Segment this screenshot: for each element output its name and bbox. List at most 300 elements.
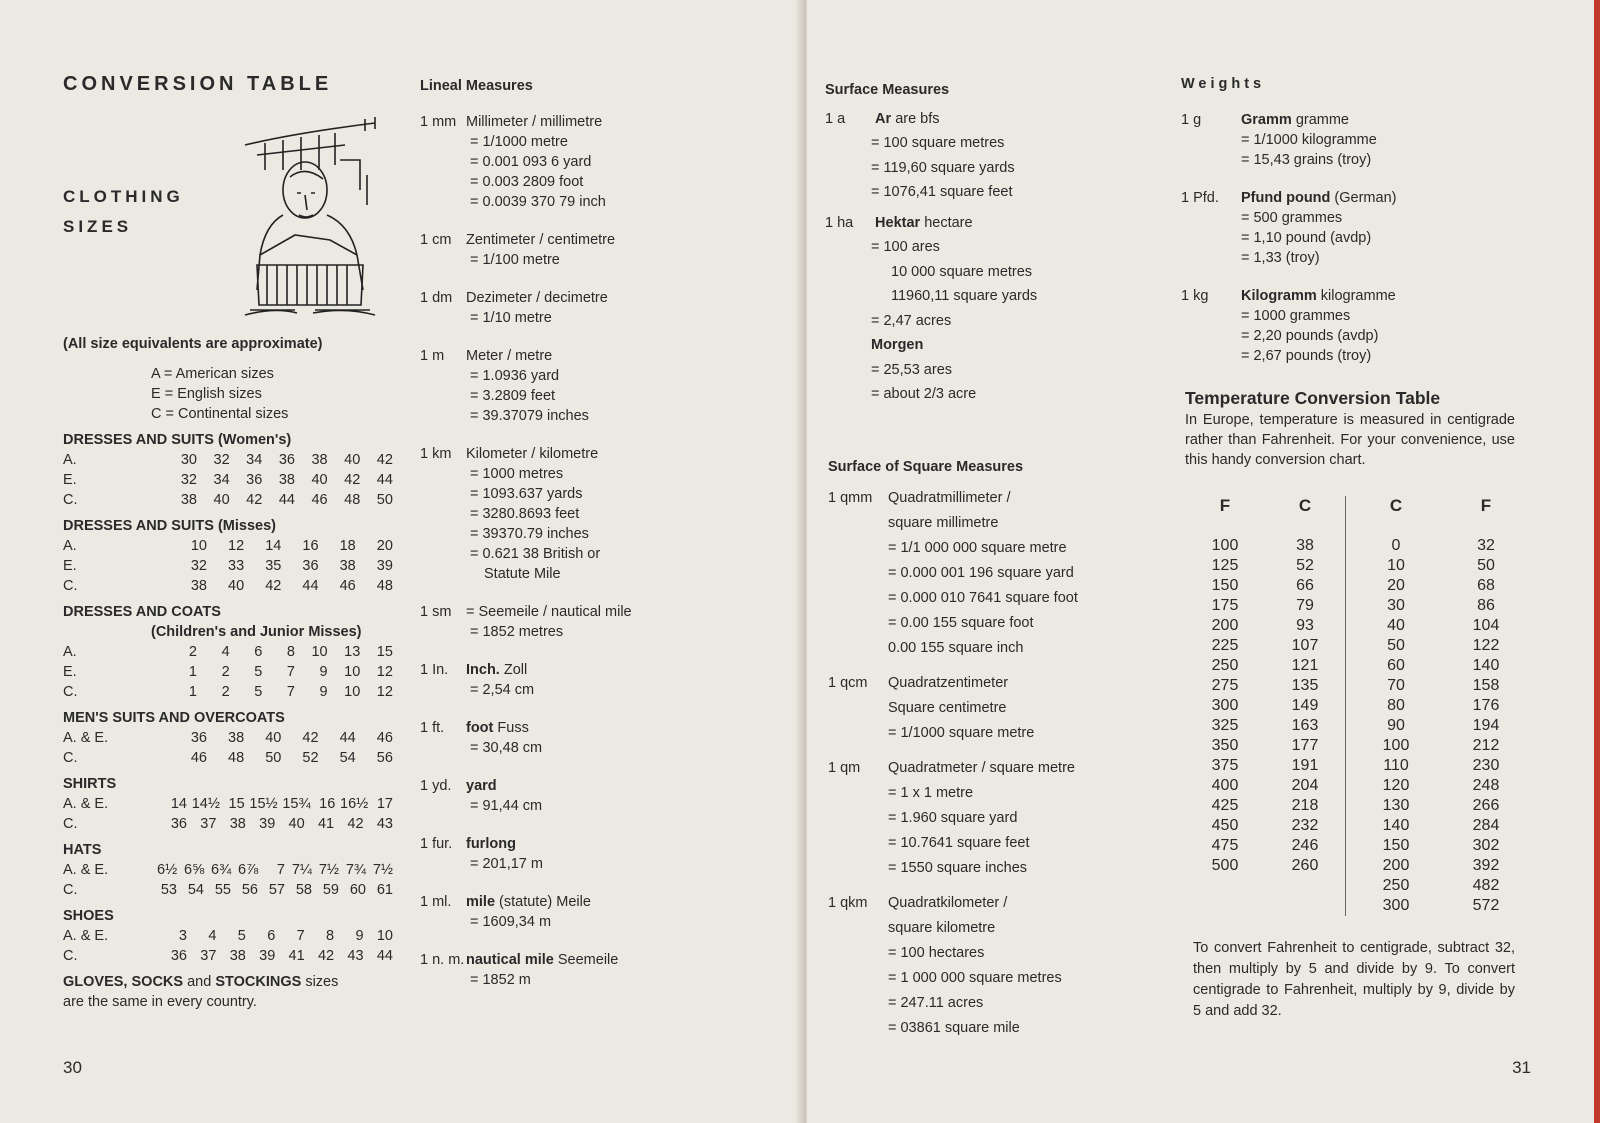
square-line bbox=[828, 721, 1158, 746]
square-text: Quadratmillimeter / bbox=[888, 490, 1011, 506]
surface-heading: Surface Measures bbox=[825, 82, 950, 98]
size-value: 15½ bbox=[249, 796, 278, 812]
size-value: 37 bbox=[200, 948, 217, 964]
square-unit bbox=[828, 831, 888, 856]
size-row-label: C. bbox=[63, 816, 78, 832]
temp-cell: 400 bbox=[1211, 777, 1239, 794]
size-row bbox=[63, 926, 393, 946]
temp-cell: 275 bbox=[1211, 677, 1239, 694]
size-value: 42 bbox=[344, 472, 361, 488]
lineal-unit: 1 km bbox=[420, 446, 452, 462]
square-line bbox=[828, 671, 1158, 696]
size-value: 32 bbox=[190, 558, 207, 574]
temp-cell bbox=[1185, 876, 1265, 896]
square-line bbox=[828, 941, 1158, 966]
lineal-name: Fuss bbox=[497, 720, 529, 736]
gloves-note: GLOVES, SOCKS and STOCKINGS sizes are the same in every country. bbox=[63, 974, 339, 1010]
temp-cell: 230 bbox=[1472, 757, 1500, 774]
lineal-entry bbox=[420, 834, 700, 874]
size-row bbox=[63, 946, 393, 966]
lineal-name-bold: yard bbox=[466, 778, 497, 794]
size-value: 39 bbox=[376, 558, 393, 574]
size-value: 7½ bbox=[372, 862, 393, 878]
square-entries bbox=[828, 486, 1158, 1041]
lineal-heading: Lineal Measures bbox=[420, 78, 533, 94]
lineal-name-bold: foot bbox=[466, 720, 494, 736]
temp-cell: 232 bbox=[1291, 817, 1319, 834]
size-value: 9 bbox=[355, 928, 364, 944]
size-row bbox=[63, 880, 393, 900]
temp-cell: 150 bbox=[1382, 837, 1410, 854]
square-unit bbox=[828, 781, 888, 806]
size-value: 7¼ bbox=[291, 862, 312, 878]
size-row-label: C. bbox=[63, 492, 78, 508]
square-unit bbox=[828, 696, 888, 721]
temp-cell: 90 bbox=[1387, 717, 1405, 734]
square-unit bbox=[828, 1016, 888, 1041]
lineal-line: = 201,17 m bbox=[470, 856, 543, 872]
size-row-label: E. bbox=[63, 558, 77, 574]
size-value: 46 bbox=[190, 750, 207, 766]
weight-line: = 500 grammes bbox=[1241, 210, 1343, 226]
size-value: 38 bbox=[339, 558, 356, 574]
size-value: 6⅝ bbox=[184, 862, 205, 878]
lineal-entry-head bbox=[420, 112, 700, 132]
square-text: = 1/1000 square metre bbox=[888, 725, 1035, 741]
lineal-name: Meter / metre bbox=[466, 348, 553, 364]
temp-cell: 80 bbox=[1387, 697, 1405, 714]
square-entry bbox=[828, 486, 1158, 661]
size-values bbox=[125, 682, 393, 702]
lineal-entry-head bbox=[420, 602, 700, 622]
lineal-entry-head bbox=[420, 230, 700, 250]
temp-cell: 425 bbox=[1211, 797, 1239, 814]
square-entry bbox=[828, 891, 1158, 1041]
square-line bbox=[828, 1016, 1158, 1041]
size-value: 8 bbox=[286, 644, 295, 660]
lineal-entry-head bbox=[420, 834, 700, 854]
lineal-entry-head bbox=[420, 660, 700, 680]
temp-cell: 300 bbox=[1382, 897, 1410, 914]
size-value: 41 bbox=[317, 816, 335, 832]
weight-entry-head bbox=[1181, 188, 1541, 208]
size-value: 1 bbox=[188, 684, 197, 700]
lineal-entry-head bbox=[420, 776, 700, 796]
weight-line: = 1000 grammes bbox=[1241, 308, 1351, 324]
square-unit bbox=[828, 806, 888, 831]
lineal-unit: 1 cm bbox=[420, 232, 452, 248]
square-text: Square centimetre bbox=[888, 700, 1007, 716]
lineal-line: = 2,54 cm bbox=[470, 682, 535, 698]
lineal-name-bold: Inch. bbox=[466, 662, 500, 678]
lineal-line: = 1609,34 m bbox=[470, 914, 552, 930]
square-measures-column bbox=[828, 455, 1158, 1051]
red-page-edge bbox=[1594, 0, 1600, 1123]
lineal-line: = 91,44 cm bbox=[470, 798, 543, 814]
square-unit: 1 qkm bbox=[828, 895, 868, 911]
size-value: 34 bbox=[213, 472, 230, 488]
temp-cell: 40 bbox=[1387, 617, 1405, 634]
square-line bbox=[828, 991, 1158, 1016]
size-value: 10 bbox=[376, 928, 393, 944]
square-text: square millimetre bbox=[888, 515, 999, 531]
size-row-label: A. bbox=[63, 644, 77, 660]
size-value: 44 bbox=[376, 472, 393, 488]
temp-cell: 86 bbox=[1477, 597, 1495, 614]
size-value: 54 bbox=[187, 882, 204, 898]
size-values bbox=[125, 662, 393, 682]
temp-cell: 204 bbox=[1291, 777, 1319, 794]
size-values bbox=[125, 860, 393, 880]
ha-lines: = 100 ares 10 000 square metres 11960,11 square yards = 2,47 acres Morgen = 25,53 ares = about 2/3 acre bbox=[825, 235, 1145, 407]
section-subheading: (Children's and Junior Misses) bbox=[151, 624, 362, 640]
size-value: 36 bbox=[246, 472, 263, 488]
square-line bbox=[828, 966, 1158, 991]
size-row bbox=[63, 682, 393, 702]
size-value: 34 bbox=[246, 452, 263, 468]
size-row-label: A. & E. bbox=[63, 730, 109, 746]
size-row-label: C. bbox=[63, 684, 78, 700]
size-value: 4 bbox=[221, 644, 230, 660]
square-text: Quadratzentimeter bbox=[888, 675, 1009, 691]
lineal-entry-head bbox=[420, 892, 700, 912]
weight-line: = 1/1000 kilogramme bbox=[1241, 132, 1377, 148]
weights-entries bbox=[1181, 110, 1541, 366]
weight-entry bbox=[1181, 286, 1541, 366]
temperature-note: To convert Fahrenheit to centigrade, subtract 32, then multiply by 5 and divide by 9. To convert centigrade to Fahrenheit, multiply by 9, divide by 5 and add 32. bbox=[1193, 940, 1515, 1019]
size-row bbox=[63, 860, 393, 880]
temp-cell: 250 bbox=[1382, 877, 1410, 894]
square-text: = 1.960 square yard bbox=[888, 810, 1018, 826]
size-value: 10 bbox=[190, 538, 207, 554]
lineal-entry bbox=[420, 776, 700, 816]
temp-cell: 52 bbox=[1296, 557, 1314, 574]
temp-cell: 68 bbox=[1477, 577, 1495, 594]
lineal-name: Millimeter / millimetre bbox=[466, 114, 603, 130]
lineal-entry-head bbox=[420, 288, 700, 308]
temp-cell: 325 bbox=[1211, 717, 1239, 734]
size-sections bbox=[63, 430, 393, 966]
square-line bbox=[828, 636, 1158, 661]
temp-cell: 260 bbox=[1291, 857, 1319, 874]
size-row bbox=[63, 536, 393, 556]
size-section bbox=[63, 708, 393, 768]
temp-cell: 375 bbox=[1211, 757, 1239, 774]
square-unit: 1 qm bbox=[828, 760, 861, 776]
lineal-name: (statute) Meile bbox=[499, 894, 591, 910]
lineal-line: = 1852 m bbox=[470, 972, 531, 988]
size-value: 30 bbox=[180, 452, 197, 468]
size-value: 56 bbox=[241, 882, 258, 898]
size-value: 7 bbox=[296, 928, 305, 944]
lineal-name-bold: furlong bbox=[466, 836, 516, 852]
temp-header: F bbox=[1219, 496, 1231, 515]
lineal-entry bbox=[420, 288, 700, 328]
size-values bbox=[125, 642, 393, 662]
size-section bbox=[63, 840, 393, 900]
size-values bbox=[125, 490, 393, 510]
size-value: 42 bbox=[302, 730, 319, 746]
lineal-line: = 0.0039 370 79 inch bbox=[470, 194, 606, 210]
temp-cell: 70 bbox=[1387, 677, 1405, 694]
square-unit bbox=[828, 991, 888, 1016]
size-row-label: A. & E. bbox=[63, 796, 109, 812]
size-value: 16½ bbox=[340, 796, 369, 812]
size-value: 6¾ bbox=[211, 862, 232, 878]
lineal-name: Seemeile bbox=[557, 952, 619, 968]
lineal-entry bbox=[420, 660, 700, 700]
size-value: 15 bbox=[228, 796, 245, 812]
square-text: = 1 000 000 square metres bbox=[888, 970, 1062, 986]
size-values bbox=[125, 748, 393, 768]
size-value: 41 bbox=[288, 948, 305, 964]
size-value: 40 bbox=[265, 730, 282, 746]
lineal-line: = 1.0936 yard bbox=[470, 368, 560, 384]
size-value: 14½ bbox=[191, 796, 220, 812]
section-heading: SHOES bbox=[63, 908, 114, 924]
size-value: 35 bbox=[265, 558, 282, 574]
size-value: 46 bbox=[376, 730, 393, 746]
size-row bbox=[63, 748, 393, 768]
size-value: 13 bbox=[344, 644, 361, 660]
lineal-entry-head bbox=[420, 346, 700, 366]
size-value: 48 bbox=[376, 578, 393, 594]
square-unit bbox=[828, 966, 888, 991]
clothing-heading-2: SIZES bbox=[63, 217, 133, 236]
size-value: 46 bbox=[339, 578, 356, 594]
size-value: 40 bbox=[288, 816, 305, 832]
lineal-entry bbox=[420, 718, 700, 758]
temp-cell: 121 bbox=[1291, 657, 1319, 674]
size-value: 44 bbox=[376, 948, 393, 964]
lineal-unit: 1 yd. bbox=[420, 778, 452, 794]
size-row-label: C. bbox=[63, 882, 78, 898]
temp-cell: 163 bbox=[1291, 717, 1319, 734]
temp-cell: 135 bbox=[1291, 677, 1319, 694]
lineal-unit: 1 In. bbox=[420, 662, 449, 678]
size-value: 42 bbox=[265, 578, 282, 594]
temp-cell: 177 bbox=[1291, 737, 1319, 754]
size-value: 40 bbox=[228, 578, 245, 594]
section-heading: SHIRTS bbox=[63, 776, 117, 792]
temp-cell: 79 bbox=[1296, 597, 1314, 614]
weight-line: = 1,33 (troy) bbox=[1241, 250, 1320, 266]
section-heading: DRESSES AND SUITS (Misses) bbox=[63, 518, 276, 534]
temp-cell: 158 bbox=[1472, 677, 1500, 694]
size-legend bbox=[63, 364, 393, 424]
square-unit: 1 qcm bbox=[828, 675, 868, 691]
square-line bbox=[828, 586, 1158, 611]
temp-cell: 212 bbox=[1472, 737, 1500, 754]
temp-cell: 60 bbox=[1387, 657, 1405, 674]
square-unit bbox=[828, 856, 888, 881]
lineal-line: Statute Mile bbox=[484, 566, 561, 582]
page-title: CONVERSION TABLE bbox=[63, 73, 333, 95]
size-value: 52 bbox=[302, 750, 319, 766]
temp-cell: 246 bbox=[1291, 837, 1319, 854]
size-row-label: C. bbox=[63, 948, 78, 964]
weight-entry-head bbox=[1181, 286, 1541, 306]
square-text: = 10.7641 square feet bbox=[888, 835, 1030, 851]
size-value: 46 bbox=[311, 492, 328, 508]
square-unit bbox=[828, 916, 888, 941]
lineal-unit: 1 m bbox=[420, 348, 445, 364]
size-value: 44 bbox=[339, 730, 356, 746]
temp-cell: 392 bbox=[1472, 857, 1500, 874]
size-value: 2 bbox=[221, 684, 230, 700]
lineal-unit: 1 ft. bbox=[420, 720, 445, 736]
square-text: = 0.000 010 7641 square foot bbox=[888, 590, 1078, 606]
temp-cell: 350 bbox=[1211, 737, 1239, 754]
size-value: 14 bbox=[265, 538, 282, 554]
square-entry bbox=[828, 756, 1158, 881]
size-value: 10 bbox=[311, 644, 328, 660]
lineal-line: = 30,48 cm bbox=[470, 740, 543, 756]
size-value: 42 bbox=[317, 948, 335, 964]
square-text: = 0.00 155 square foot bbox=[888, 615, 1034, 631]
temperature-intro: In Europe, temperature is measured in centigrade rather than Fahrenheit. For your convenience, use this handy conversion chart. bbox=[1185, 412, 1515, 468]
size-value: 36 bbox=[302, 558, 319, 574]
size-value: 7¾ bbox=[345, 862, 366, 878]
clothing-heading-1: CLOTHING bbox=[63, 187, 184, 206]
lineal-line: = 1093.637 yards bbox=[470, 486, 583, 502]
temp-cell bbox=[1265, 876, 1345, 896]
size-value: 15 bbox=[376, 644, 393, 660]
size-value: 55 bbox=[214, 882, 231, 898]
lineal-name: Kilometer / kilometre bbox=[466, 446, 599, 462]
weight-entry bbox=[1181, 110, 1541, 170]
lineal-line: = 39370.79 inches bbox=[470, 526, 589, 542]
weights-column bbox=[1181, 74, 1541, 384]
lineal-name: Dezimeter / decimetre bbox=[466, 290, 608, 306]
weight-unit: 1 g bbox=[1181, 112, 1202, 128]
lineal-name: = Seemeile / nautical mile bbox=[466, 604, 632, 620]
temp-cell: 125 bbox=[1211, 557, 1239, 574]
size-value: 18 bbox=[339, 538, 356, 554]
size-section bbox=[63, 602, 393, 702]
lineal-entry-head bbox=[420, 718, 700, 738]
morgen-label: Morgen bbox=[871, 337, 924, 353]
lineal-entry-head bbox=[420, 950, 700, 970]
page-number-right: 31 bbox=[1512, 1058, 1531, 1077]
size-value: 10 bbox=[344, 664, 361, 680]
weight-line: = 1,10 pound (avdp) bbox=[1241, 230, 1372, 246]
size-row bbox=[63, 490, 393, 510]
lineal-unit: 1 dm bbox=[420, 290, 453, 306]
size-value: 48 bbox=[344, 492, 361, 508]
lineal-line: = 0.001 093 6 yard bbox=[470, 154, 592, 170]
page-number-left: 30 bbox=[63, 1058, 82, 1077]
size-values bbox=[125, 814, 393, 834]
square-text: = 1 x 1 metre bbox=[888, 785, 974, 801]
size-row-label: A. bbox=[63, 538, 77, 554]
legend-continental: C = Continental sizes bbox=[151, 406, 289, 422]
size-row bbox=[63, 728, 393, 748]
size-value: 2 bbox=[188, 644, 197, 660]
size-value: 12 bbox=[376, 664, 393, 680]
temp-cell: 284 bbox=[1472, 817, 1500, 834]
size-row bbox=[63, 642, 393, 662]
lineal-line: = 1852 metres bbox=[470, 624, 564, 640]
size-value: 5 bbox=[254, 664, 263, 680]
size-value: 8 bbox=[326, 928, 335, 944]
temp-cell: 572 bbox=[1472, 897, 1500, 914]
size-value: 54 bbox=[339, 750, 356, 766]
size-row-label: A. & E. bbox=[63, 928, 109, 944]
ha-entry: 1 ha Hektar hectare bbox=[825, 214, 973, 231]
lineal-name-bold: nautical mile bbox=[466, 952, 554, 968]
size-value: 5 bbox=[254, 684, 263, 700]
size-value: 50 bbox=[376, 492, 393, 508]
temp-cell: 0 bbox=[1391, 537, 1401, 554]
temp-cell: 302 bbox=[1472, 837, 1500, 854]
size-value: 40 bbox=[311, 472, 328, 488]
temp-cell: 104 bbox=[1472, 617, 1500, 634]
temp-cell: 140 bbox=[1472, 657, 1500, 674]
size-value: 53 bbox=[160, 882, 177, 898]
lineal-unit: 1 ml. bbox=[420, 894, 452, 910]
square-text: = 247.11 acres bbox=[888, 995, 984, 1011]
size-value: 4 bbox=[208, 928, 217, 944]
section-heading: DRESSES AND SUITS (Women's) bbox=[63, 432, 292, 448]
size-value: 7½ bbox=[318, 862, 339, 878]
temp-cell: 150 bbox=[1211, 577, 1239, 594]
size-value: 32 bbox=[213, 452, 230, 468]
temp-cell: 266 bbox=[1472, 797, 1500, 814]
size-row-label: C. bbox=[63, 750, 78, 766]
size-value: 6 bbox=[254, 644, 263, 660]
size-value: 20 bbox=[376, 538, 393, 554]
square-text: = 1/1 000 000 square metre bbox=[888, 540, 1067, 556]
weight-name-bold: Kilogramm bbox=[1241, 288, 1317, 304]
temp-cell: 475 bbox=[1211, 837, 1239, 854]
temp-header: C bbox=[1298, 496, 1312, 515]
square-unit bbox=[828, 721, 888, 746]
lineal-line: = 1/1000 metre bbox=[470, 134, 568, 150]
weight-unit: 1 kg bbox=[1181, 288, 1209, 304]
temp-cell: 93 bbox=[1296, 617, 1314, 634]
size-value: 42 bbox=[246, 492, 263, 508]
size-value: 36 bbox=[170, 948, 187, 964]
lineal-entries bbox=[420, 112, 700, 990]
square-line bbox=[828, 756, 1158, 781]
square-text: = 0.000 001 196 square yard bbox=[888, 565, 1074, 581]
temp-cell: 225 bbox=[1211, 637, 1239, 654]
size-value: 14 bbox=[170, 796, 187, 812]
temp-cell: 175 bbox=[1211, 597, 1239, 614]
temp-cell: 30 bbox=[1387, 597, 1405, 614]
lineal-line: = 1/10 metre bbox=[470, 310, 552, 326]
square-text: Quadratkilometer / bbox=[888, 895, 1008, 911]
size-row bbox=[63, 576, 393, 596]
size-value: 16 bbox=[302, 538, 319, 554]
size-section bbox=[63, 774, 393, 834]
size-value: 38 bbox=[311, 452, 328, 468]
temp-cell: 66 bbox=[1296, 577, 1314, 594]
size-row bbox=[63, 814, 393, 834]
size-row-label: E. bbox=[63, 472, 77, 488]
lineal-entry bbox=[420, 346, 700, 426]
approx-note: (All size equivalents are approximate) bbox=[63, 336, 323, 352]
temp-cell bbox=[1185, 896, 1265, 916]
temp-cell: 100 bbox=[1382, 737, 1410, 754]
lineal-entry bbox=[420, 892, 700, 932]
size-value: 37 bbox=[200, 816, 217, 832]
size-value: 48 bbox=[228, 750, 245, 766]
size-values bbox=[125, 576, 393, 596]
size-value: 7 bbox=[286, 684, 295, 700]
square-unit bbox=[828, 536, 888, 561]
